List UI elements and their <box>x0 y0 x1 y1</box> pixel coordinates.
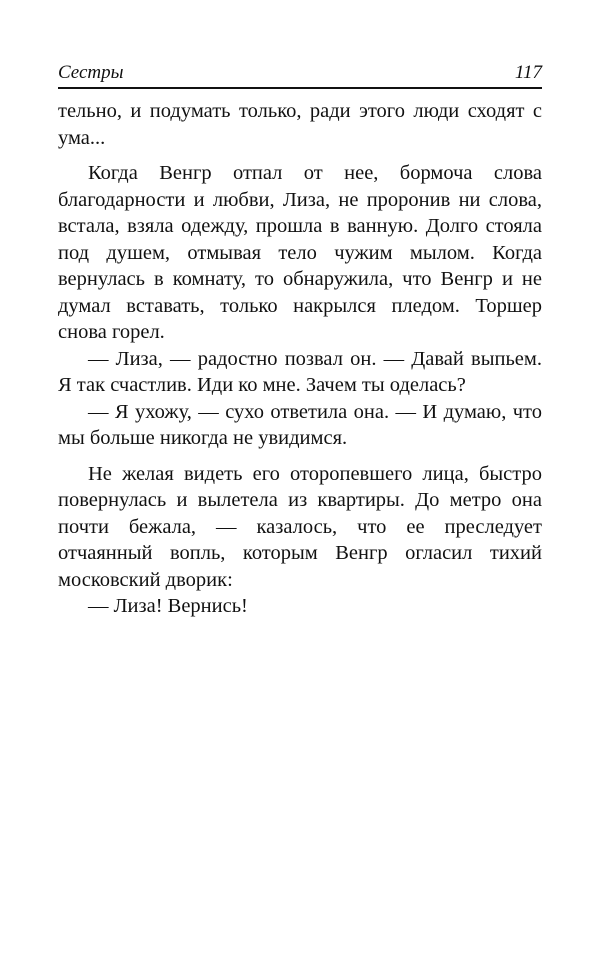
dialogue-line: — Я ухожу, — сухо ответила она. — И думаю, что мы больше никогда не увидимся. <box>58 400 542 449</box>
dialogue-line: — Лиза! Вернись! <box>88 595 248 617</box>
body-text <box>58 98 542 620</box>
dialogue-line: — Лиза, — радостно позвал он. — Давай выпьем. Я так счастлив. Иди ко мне. Зачем ты оделась? <box>58 347 542 396</box>
book-page <box>58 62 542 620</box>
page-number: 117 <box>514 62 542 83</box>
running-header <box>58 62 542 89</box>
paragraph-continuation: тельно, и подумать только, ради этого люди сходят с ума... <box>58 100 542 149</box>
paragraph: Не желая видеть его оторопевшего лица, быстро повернулась и вылетела из квартиры. До метро она почти бежала, — казалось, что ее преследует отчаянный вопль, которым Венгр огласил тихий московский дворик: <box>58 462 542 591</box>
paragraph: Когда Венгр отпал от нее, бормоча слова благодарности и любви, Лиза, не проронив ни слова, встала, взяла одежду, прошла в ванную. Долго стояла под душем, отмывая тело чужим мылом. Когда вернулась в комнату, то обнаружила, что Венгр и не думал вставать, только накрылся пледом. Торшер снова горел. <box>58 162 542 343</box>
book-title: Сестры <box>58 62 124 83</box>
